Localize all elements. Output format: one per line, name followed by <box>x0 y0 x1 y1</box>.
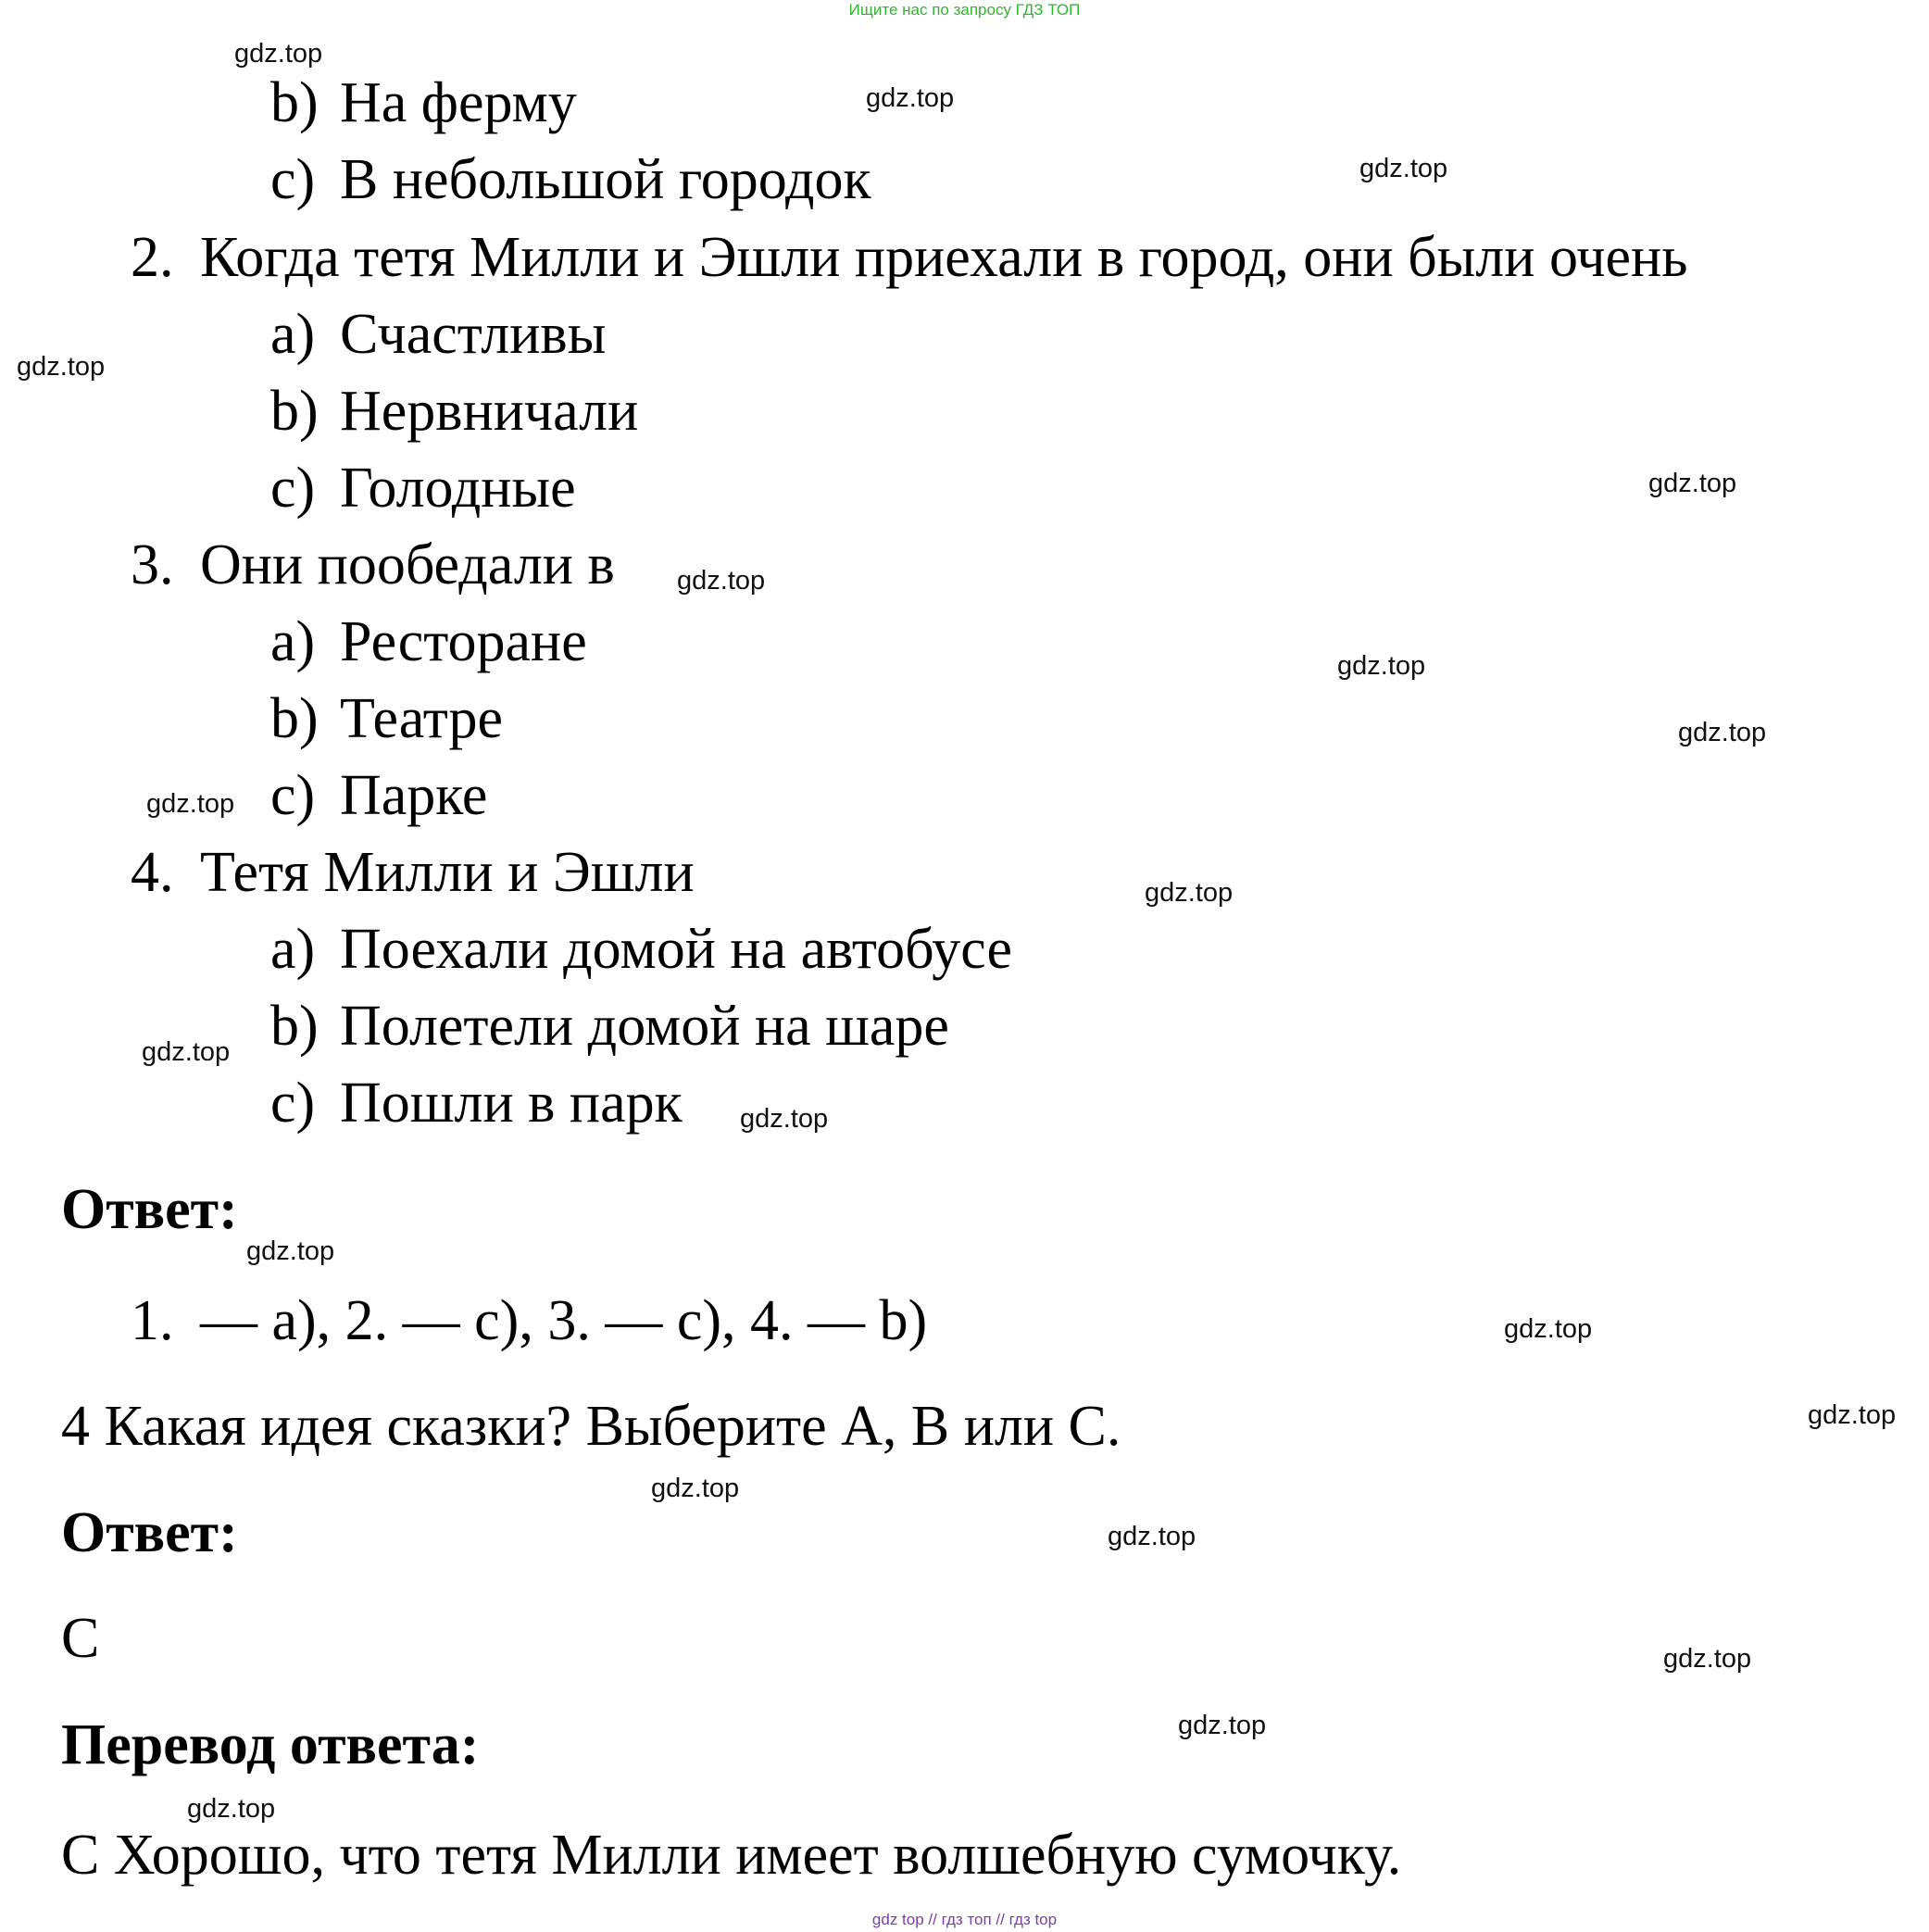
question-2 <box>131 226 1688 289</box>
option-letter: b) <box>270 687 319 750</box>
watermark: gdz.top <box>1337 651 1426 681</box>
question-4 <box>131 841 695 904</box>
q4-option-c <box>270 1072 683 1135</box>
question-number: 2. <box>131 226 174 289</box>
q3-option-a <box>270 610 587 673</box>
watermark: gdz.top <box>146 789 235 819</box>
q2-option-c <box>270 457 576 520</box>
answer-list <box>131 1289 928 1352</box>
question-number: 3. <box>131 533 174 596</box>
watermark: gdz.top <box>1178 1711 1267 1740</box>
option-letter: b) <box>270 71 319 134</box>
q1-option-b <box>270 71 577 134</box>
watermark: gdz.top <box>866 83 955 113</box>
option-text: Счастливы <box>340 303 607 366</box>
q3-option-c <box>270 764 488 827</box>
watermark: gdz.top <box>651 1474 740 1503</box>
question-3 <box>131 533 615 596</box>
watermark: gdz.top <box>1359 154 1448 183</box>
answer-heading: Ответ: <box>61 1178 238 1241</box>
q4-option-b <box>270 995 949 1058</box>
question-number: 4. <box>131 841 174 904</box>
option-letter: c) <box>270 457 316 520</box>
watermark: gdz.top <box>234 39 323 69</box>
watermark: gdz.top <box>17 352 106 382</box>
q2-option-b <box>270 380 639 443</box>
watermark: gdz.top <box>142 1037 231 1067</box>
option-text: Парке <box>340 764 488 827</box>
option-letter: b) <box>270 995 319 1058</box>
q3-option-b <box>270 687 504 750</box>
watermark: gdz.top <box>1145 878 1234 908</box>
option-text: Полетели домой на шаре <box>340 995 949 1058</box>
translation-heading: Перевод ответа: <box>61 1713 480 1776</box>
footer-watermark: gdz top // гдз топ // гдз top <box>871 1911 1058 1928</box>
option-letter: c) <box>270 764 316 827</box>
option-text: В небольшой городок <box>340 148 871 211</box>
watermark: gdz.top <box>1663 1644 1752 1674</box>
option-text: На ферму <box>340 71 577 134</box>
top-banner: Ищите нас по запросу ГДЗ ТОП <box>848 1 1081 19</box>
option-letter: b) <box>270 380 319 443</box>
translation-text: C Хорошо, что тетя Милли имеет волшебную сумочку. <box>61 1824 1402 1887</box>
answer-heading-2: Ответ: <box>61 1501 238 1564</box>
answer-text: — a), 2. — c), 3. — c), 4. — b) <box>200 1289 928 1352</box>
question-text: Когда тетя Милли и Эшли приехали в город, они были очень <box>200 226 1688 289</box>
watermark: gdz.top <box>677 566 766 596</box>
question-text: Тетя Милли и Эшли <box>200 841 695 904</box>
option-letter: a) <box>270 610 316 673</box>
task-4-prompt: 4 Какая идея сказки? Выберите A, B или C. <box>61 1395 1121 1458</box>
option-text: Театре <box>340 687 504 750</box>
option-letter: a) <box>270 303 316 366</box>
watermark: gdz.top <box>1678 718 1767 747</box>
answer-value: C <box>61 1607 100 1670</box>
option-text: Пошли в парк <box>340 1072 683 1135</box>
watermark: gdz.top <box>246 1236 335 1266</box>
option-text: Голодные <box>340 457 576 520</box>
watermark: gdz.top <box>1504 1314 1593 1344</box>
answer-number: 1. <box>131 1289 174 1352</box>
option-letter: a) <box>270 918 316 981</box>
question-text: Они пообедали в <box>200 533 615 596</box>
option-text: Ресторане <box>340 610 587 673</box>
watermark: gdz.top <box>740 1104 829 1134</box>
watermark: gdz.top <box>187 1794 276 1824</box>
watermark: gdz.top <box>1808 1400 1897 1430</box>
option-letter: c) <box>270 148 316 211</box>
option-letter: c) <box>270 1072 316 1135</box>
q2-option-a <box>270 303 607 366</box>
watermark: gdz.top <box>1108 1522 1196 1551</box>
option-text: Нервничали <box>340 380 639 443</box>
option-text: Поехали домой на автобусе <box>340 918 1013 981</box>
q4-option-a <box>270 918 1013 981</box>
watermark: gdz.top <box>1648 469 1737 498</box>
q1-option-c <box>270 148 871 211</box>
